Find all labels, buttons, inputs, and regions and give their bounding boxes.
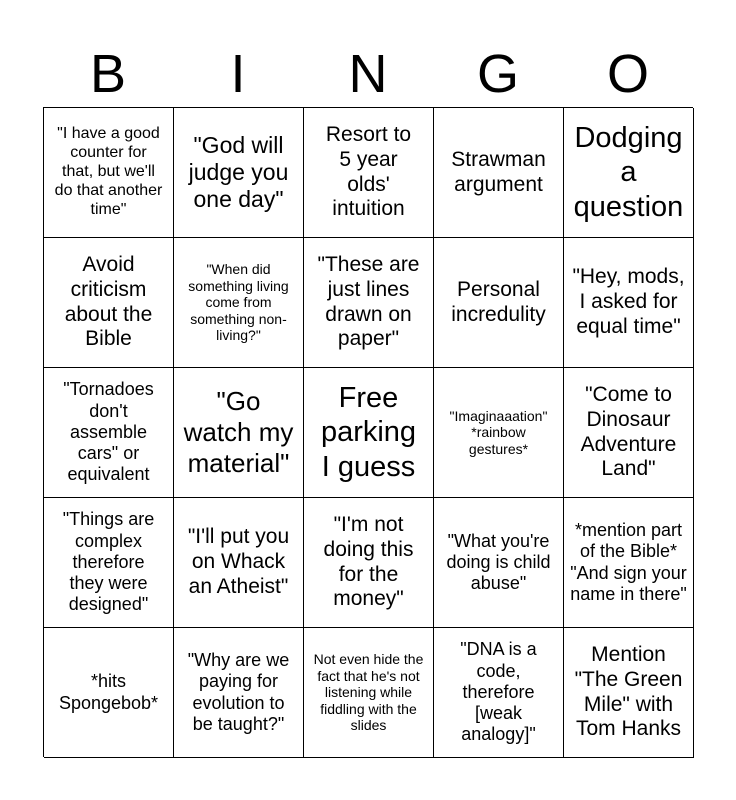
bingo-cell-r4c3[interactable]	[304, 498, 434, 628]
bingo-cell-r3c1[interactable]	[44, 368, 174, 498]
bingo-cell-r1c1[interactable]	[44, 108, 174, 238]
cell-text: "Go watch my material"	[183, 386, 294, 478]
cell-text: Resort to 5 year olds' intuition	[325, 122, 412, 221]
cell-text: "I'll put you on Whack an Atheist"	[187, 525, 290, 598]
bingo-cell-r2c3[interactable]	[304, 238, 434, 368]
cell-text: "When did something living come from something non-living?"	[188, 261, 289, 344]
header-letter-i: I	[230, 44, 246, 104]
cell-text: Avoid criticism about the Bible	[64, 252, 153, 351]
cell-text: "Why are we paying for evolution to be taught?"	[187, 650, 290, 734]
bingo-cell-r2c4[interactable]	[434, 238, 564, 368]
bingo-cell-r1c3[interactable]	[304, 108, 434, 238]
bingo-cell-r3c2[interactable]	[174, 368, 304, 498]
cell-text: "Hey, mods, I asked for equal time"	[572, 265, 685, 338]
header-letter-g: G	[476, 44, 519, 104]
cell-text: Free parking I guess	[320, 382, 417, 483]
header-letter-o: O	[606, 44, 649, 104]
bingo-cell-r3c3[interactable]	[304, 368, 434, 498]
bingo-cell-r2c1[interactable]	[44, 238, 174, 368]
cell-text: "Things are complex therefore they were designed"	[62, 509, 155, 615]
header-letter-b: B	[89, 44, 127, 104]
bingo-cell-r5c5[interactable]	[564, 628, 694, 758]
bingo-cell-r5c1[interactable]	[44, 628, 174, 758]
bingo-cell-r5c2[interactable]	[174, 628, 304, 758]
bingo-header	[43, 40, 693, 108]
cell-text: "I have a good counter for that, but we'll do that another time"	[54, 125, 163, 218]
cell-text: Strawman argument	[451, 147, 546, 196]
cell-text: "Imaginaaation" *rainbow gestures*	[449, 407, 548, 457]
cell-text: *mention part of the Bible* "And sign your name in there"	[570, 520, 687, 604]
bingo-cell-r4c1[interactable]	[44, 498, 174, 628]
header-letter-n: N	[348, 44, 388, 104]
cell-text: "Come to Dinosaur Adventure Land"	[580, 382, 677, 481]
bingo-cell-r3c5[interactable]	[564, 368, 694, 498]
bingo-cell-r2c2[interactable]	[174, 238, 304, 368]
cell-text: *hits Spongebob*	[58, 671, 159, 713]
cell-text: "These are just lines drawn on paper"	[317, 252, 420, 351]
bingo-cell-r4c2[interactable]	[174, 498, 304, 628]
cell-text: Personal incredulity	[451, 277, 546, 326]
bingo-cell-r4c4[interactable]	[434, 498, 564, 628]
cell-text: Dodging a question	[573, 122, 684, 223]
cell-text: "Tornadoes don't assemble cars" or equivalent	[63, 379, 154, 485]
cell-text: "I'm not doing this for the money"	[323, 512, 414, 611]
bingo-cell-r5c3[interactable]	[304, 628, 434, 758]
bingo-cell-r5c4[interactable]	[434, 628, 564, 758]
cell-text: "DNA is a code, therefore [weak analogy]"	[460, 639, 537, 745]
bingo-cell-r1c4[interactable]	[434, 108, 564, 238]
cell-text: Not even hide the fact that he's not listening while fiddling with the slides	[313, 651, 424, 734]
bingo-cell-r3c4[interactable]	[434, 368, 564, 498]
bingo-cell-r1c2[interactable]	[174, 108, 304, 238]
bingo-cell-r1c5[interactable]	[564, 108, 694, 238]
cell-text: Mention "The Green Mile" with Tom Hanks	[574, 642, 683, 741]
cell-text: "God will judge you one day"	[188, 131, 289, 213]
bingo-cell-r2c5[interactable]	[564, 238, 694, 368]
bingo-board	[43, 107, 693, 757]
cell-text: "What you're doing is child abuse"	[446, 530, 551, 594]
bingo-cell-r4c5[interactable]	[564, 498, 694, 628]
